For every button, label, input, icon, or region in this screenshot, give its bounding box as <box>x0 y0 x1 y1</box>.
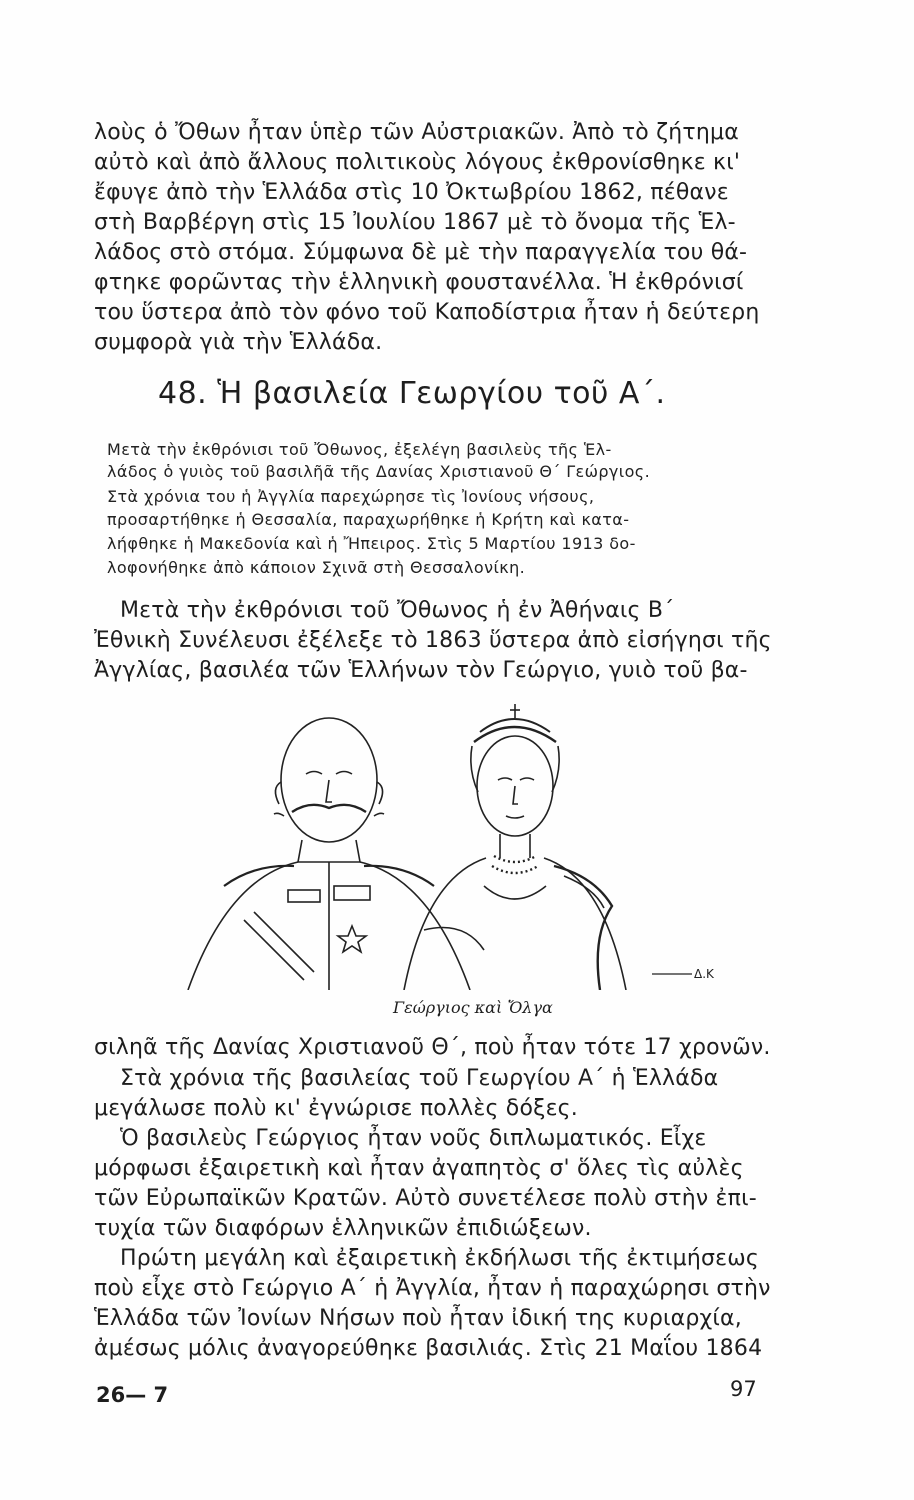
text-line: Ἐθνικὴ Συνέλευσι ἐξέλεξε τὸ 1863 ὕστερα ἀπὸ εἰσήγησι τῆς <box>94 628 772 653</box>
text-line: Στὰ χρόνια τῆς βασιλείας τοῦ Γεωργίου Α΄ ἡ Ἑλλάδα <box>120 1066 719 1091</box>
text-line: μεγάλωσε πολὺ κι' ἐγνώρισε πολλὲς δόξες. <box>94 1096 578 1121</box>
text-line: συμφορὰ γιὰ τὴν Ἑλλάδα. <box>94 330 383 355</box>
text-line: αὐτὸ καὶ ἀπὸ ἄλλους πολιτικοὺς λόγους ἐκθρονίσθηκε κι' <box>94 150 741 175</box>
summary-line: λήφθηκε ἡ Μακεδονία καὶ ἡ Ἤπειρος. Στὶς 5 Μαρτίου 1913 δο- <box>107 534 636 553</box>
image-caption: Γεώργιος καὶ Ὄλγα <box>393 998 553 1017</box>
text-line: ἔφυγε ἀπὸ τὴν Ἑλλάδα στὶς 10 Ὀκτωβρίου 1862, πέθανε <box>94 180 729 205</box>
king-portrait <box>188 718 470 990</box>
summary-line: προσαρτήθηκε ἡ Θεσσαλία, παραχωρήθηκε ἡ Κρήτη καὶ κατα- <box>107 510 630 529</box>
text-line: λοὺς ὁ Ὄθων ἦταν ὑπὲρ τῶν Αὐστριακῶν. Ἀπὸ τὸ ζήτημα <box>94 120 739 145</box>
signature-mark: 26— 7 <box>96 1383 169 1407</box>
section-heading: 48. Ἡ βασιλεία Γεωργίου τοῦ Α΄. <box>158 376 666 411</box>
text-line: τυχία τῶν διαφόρων ἑλληνικῶν ἐπιδιώξεων. <box>94 1216 592 1241</box>
text-line: Πρώτη μεγάλη καὶ ἐξαιρετικὴ ἐκδήλωσι τῆς ἐκτιμήσεως <box>120 1246 759 1271</box>
page-number: 97 <box>730 1377 757 1401</box>
text-line: Ὁ βασιλεὺς Γεώργιος ἦταν νοῦς διπλωματικός. Εἶχε <box>120 1126 707 1151</box>
summary-line: Στὰ χρόνια του ἡ Ἀγγλία παρεχώρησε τὶς Ἰονίους νήσους, <box>107 487 595 506</box>
queen-portrait <box>404 704 626 990</box>
text-line: μόρφωσι ἐξαιρετικὴ καὶ ἦταν ἀγαπητὸς σ' ὅλες τὶς αὐλὲς <box>94 1156 744 1181</box>
text-line: ποὺ εἶχε στὸ Γεώργιο Α΄ ἡ Ἀγγλία, ἦταν ἡ παραχώρησι στὴν <box>94 1276 771 1301</box>
text-line: λάδος στὸ στόμα. Σύμφωνα δὲ μὲ τὴν παραγγελία του θά- <box>94 240 748 265</box>
text-line: ἀμέσως μόλις ἀναγορεύθηκε βασιλιάς. Στὶς 21 Μαΐου 1864 <box>94 1336 763 1361</box>
text-line: σιληᾶ τῆς Δανίας Χριστιανοῦ Θ΄, ποὺ ἦταν τότε 17 χρονῶν. <box>94 1035 771 1060</box>
text-line: Ἑλλάδα τῶν Ἰονίων Νήσων ποὺ ἦταν ἰδική της κυριαρχία, <box>94 1306 742 1331</box>
text-line: Μετὰ τὴν ἐκθρόνισι τοῦ Ὄθωνος ἡ ἐν Ἀθήναις Β΄ <box>120 598 675 623</box>
summary-line: λοφονήθηκε ἀπὸ κάποιον Σχινᾶ στὴ Θεσσαλονίκη. <box>107 558 526 577</box>
text-line: του ὕστερα ἀπὸ τὸν φόνο τοῦ Καποδίστρια ἦταν ἡ δεύτερη <box>94 300 760 325</box>
text-line: στὴ Βαρβέργη στὶς 15 Ἰουλίου 1867 μὲ τὸ ὄνομα τῆς Ἑλ- <box>94 210 736 235</box>
portrait-illustration <box>184 690 744 990</box>
text-line: τῶν Εὐρωπαϊκῶν Κρατῶν. Αὐτὸ συνετέλεσε πολὺ στὴν ἐπι- <box>94 1186 757 1211</box>
summary-line: λάδος ὁ γυιὸς τοῦ βασιλῆᾶ τῆς Δανίας Χριστιανοῦ Θ΄ Γεώργιος. <box>107 462 651 481</box>
summary-line: Μετὰ τὴν ἐκθρόνισι τοῦ Ὄθωνος, ἐξελέγη βασιλεὺς τῆς Ἑλ- <box>107 440 612 459</box>
text-line: Ἀγγλίας, βασιλέα τῶν Ἑλλήνων τὸν Γεώργιο, γυιὸ τοῦ βα- <box>94 658 748 683</box>
text-line: φτηκε φορῶντας τὴν ἑλληνικὴ φουστανέλλα. Ἡ ἐκθρόνισί <box>94 270 744 295</box>
artist-signature: Δ.Κ <box>694 967 714 981</box>
